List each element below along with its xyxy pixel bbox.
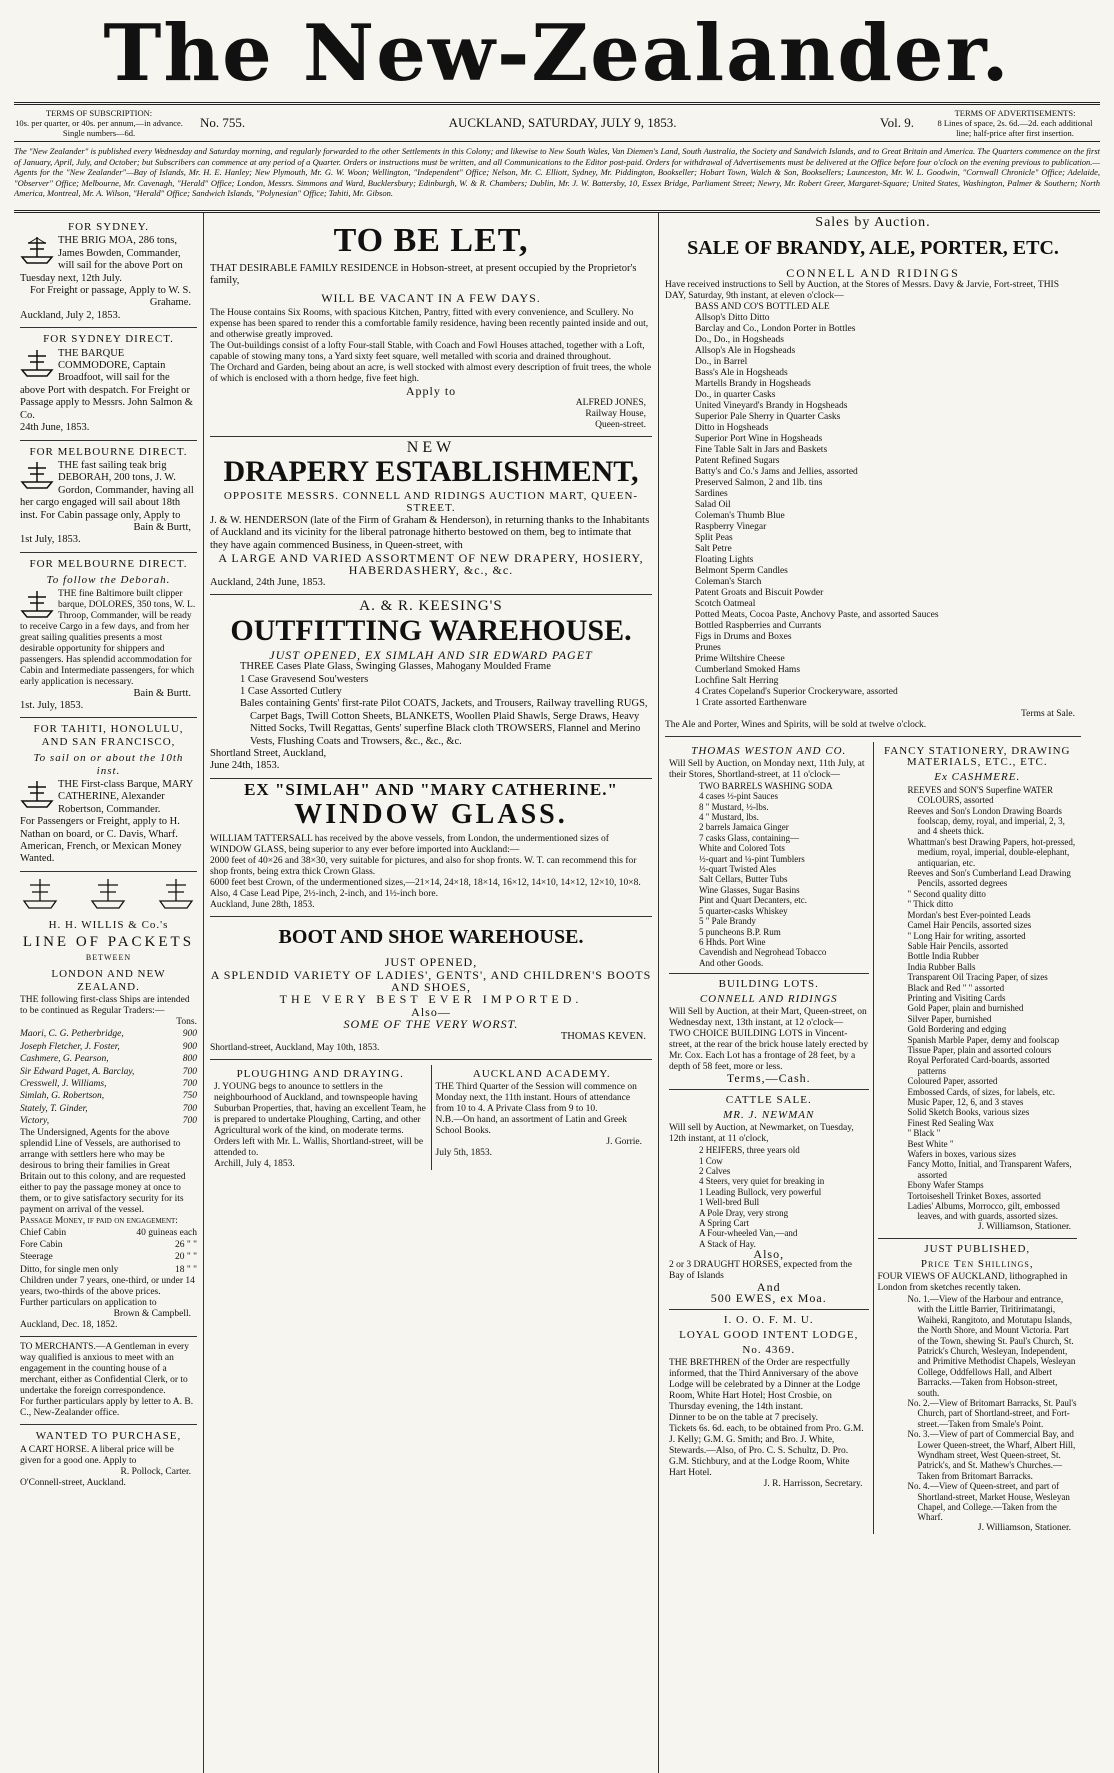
place-date: AUCKLAND, SATURDAY, JULY 9, 1853. (448, 115, 677, 130)
ad-sydney-direct-date: 24th June, 1853. (20, 422, 90, 434)
ship-row (20, 1066, 197, 1078)
cs-head: CATTLE SALE. (725, 1094, 812, 1107)
tw-item: 5 puncheons B.P. Rum (699, 926, 781, 937)
to-let-p3: The Orchard and Garden, being about an acre, is well stocked with almost every description of fruit trees, the whole of which is enclosed with a thorn hedge, five feet high. (210, 363, 652, 385)
fs-items (878, 785, 1078, 1222)
cs-item: A Spring Cart (699, 1217, 750, 1228)
wanted-body: A CART HORSE. A liberal price will be given for a good one. Apply to (20, 1444, 174, 1466)
column-right (659, 213, 1087, 1773)
fs-item: Music Paper, 12, 6, and 3 staves (907, 1097, 1024, 1107)
packets-body: The Undersigned, Agents for the above splendid Line of Vessels, are authorised to arrange with settlers here who may be desirous to bring their families in Great Britain out to this colony, and are requested either to pay the passage money at once to them, or to give satisfactory security for its payment on arrival of the vessel. (20, 1127, 186, 1215)
boot-worst: SOME OF THE VERY WORST. (343, 1017, 519, 1032)
oo-sign: J. R. Harrisson, Secretary. (763, 1479, 863, 1490)
fs-item: Sable Hair Pencils, assorted (907, 940, 1008, 951)
ad-sydney-direct-head: FOR SYDNEY DIRECT. (43, 333, 174, 346)
ship-row-label: Joseph Fletcher, J. Foster, (20, 1041, 120, 1052)
ship-row-label: Stately, T. Ginder, (20, 1103, 88, 1114)
academy-nb: N.B.—On hand, an assortment of Latin and Greek School Books. (435, 1115, 628, 1136)
ploughing-ad (210, 1065, 431, 1170)
cr-item: Floating Lights (695, 554, 754, 565)
ad-melbourne-date: 1st July, 1853. (20, 534, 81, 546)
cr-item: Belmont Sperm Candles (695, 565, 788, 576)
fs-head: FANCY STATIONERY, DRAWING MATERIALS, ETC., ETC. (883, 744, 1071, 768)
fs-item: Embossed Cards, of sizes, for labels, etc. (907, 1086, 1055, 1097)
fs-item: Ebony Wafer Stamps (907, 1180, 984, 1191)
cr-item: Barclay and Co., London Porter in Bottles (695, 323, 856, 334)
cr-item: Figs in Drums and Boxes (695, 631, 792, 642)
packets-ship-table (20, 1028, 197, 1127)
tw-item: 2 barrels Jamaica Ginger (699, 822, 789, 833)
ad-tahiti-apply: For Passengers or Freight, apply to H. Nathan on board, or C. Davis, Wharf. (20, 816, 180, 840)
issue-number: No. 755. (200, 115, 246, 130)
keesing-sub: JUST OPENED, EX SIMLAH AND SIR EDWARD PAGET (269, 647, 593, 662)
money-row-value: 18 " " (174, 1264, 197, 1275)
terms-adv-title: TERMS OF ADVERTISEMENTS: (954, 108, 1076, 118)
ship-row-value: 900 (182, 1041, 197, 1052)
fs-item: " Black " (907, 1128, 941, 1139)
oo-no: No. 4369. (742, 1344, 796, 1357)
fs-item: Reeves and Son's London Drawing Boards foolscap, demy, royal, and imperial, 2, 3, and 4 sheets thick. (907, 805, 1065, 837)
window-head: WINDOW GLASS. (294, 799, 568, 831)
academy-head: AUCKLAND ACADEMY. (472, 1068, 611, 1080)
packets-further: Further particulars on application to (20, 1298, 157, 1309)
to-let-head: TO BE LET, (333, 222, 529, 259)
fs-item: Tissue Paper, plain and assorted colours (907, 1044, 1052, 1055)
tw-item: 5 quarter-casks Whiskey (699, 905, 788, 916)
ad-tahiti-note: American, French, or Mexican Money Wanted. (20, 841, 182, 865)
window-date: Auckland, June 28th, 1853. (210, 900, 315, 911)
ship-row (20, 1028, 197, 1040)
fs-item: Bottle India Rubber (907, 951, 979, 962)
ad-tahiti-body: THE First-class Barque, MARY CATHERINE, Alexander Robertson, Commander. (58, 779, 193, 815)
money-row-value: 26 " " (174, 1239, 197, 1250)
cs-item: A Stack of Hay. (699, 1238, 756, 1249)
cr-item: Patent Groats and Biscuit Powder (695, 587, 824, 598)
window-p1: 2000 feet of 40×26 and 38×30, very suitable for pictures, and also for shop fronts. W. T. can recommend this for shop fronts, being extra thick Crown Glass. (210, 856, 637, 878)
cs-also: Also, (753, 1247, 785, 1262)
cr-item: Patent Refined Sugars (695, 455, 780, 466)
fs-item: India Rubber Balls (907, 961, 976, 972)
money-row-label: Ditto, for single men only (20, 1264, 119, 1275)
ship-row-value: 750 (182, 1091, 197, 1102)
dateline (14, 105, 1100, 141)
fs-item: Whattman's best Drawing Papers, hot-pressed, medium, royal, imperial, double-elephant, antiquarian, etc. (907, 836, 1076, 868)
window-body: WILLIAM TATTERSALL has received by the above vessels, from London, the undermentioned sizes of WINDOW GLASS, being superior to any ever before imported into Auckland:— (210, 834, 609, 856)
fs-item: Spanish Marble Paper, demy and foolscap (907, 1034, 1060, 1045)
jp-item: No. 2.—View of Britomart Barracks, St. Paul's Church, part of Shortland-street, and Fort-street.—Taken from Smale's Point. (907, 1397, 1077, 1429)
cr-terms: Terms at Sale. (1021, 708, 1075, 719)
ploughing-body: J. YOUNG begs to anounce to settlers in the neighbourhood of Auckland, and townspeople having Suburban Properties, that, having an excellent Team, he is prepared to undertake Ploughing, Carting, and other Agricultural work of the kind, on moderate terms. Orders left with Mr. L. Wallis, Shortland-street, will be attended to. (214, 1082, 426, 1158)
oo-dinner: Dinner to be on the table at 7 precisely. (669, 1413, 818, 1424)
money-row-label: Steerage (20, 1252, 53, 1263)
ship-icon (20, 779, 54, 809)
to-let-apply: Apply to (405, 384, 457, 399)
ship-row (20, 1078, 197, 1090)
ship-row-value: 800 (182, 1054, 197, 1065)
to-let-sign3: Queen-street. (595, 419, 646, 430)
ad-sydney-date: Auckland, July 2, 1853. (20, 309, 121, 321)
oo-body: THE BRETHREN of the Order are respectfully informed, that the Third Anniversary of the above Lodge will be celebrated by a Dinner at the Lodge Room, White Hart Hotel; Host Crosbie, on Thursday evening, the 14th instant. (669, 1358, 861, 1413)
brandy-head: SALE OF BRANDY, ALE, PORTER, ETC. (687, 237, 1059, 260)
ad-sydney-head: FOR SYDNEY. (67, 221, 150, 233)
fs-ex: Ex CASHMERE. (934, 770, 1021, 783)
fs-item: " Second quality ditto (907, 888, 986, 899)
terms-sub-text: 10s. per quarter, or 40s. per annum,—in advance. Single numbers—6d. (15, 118, 183, 138)
money-row-label: Chief Cabin (20, 1227, 67, 1238)
cr-note: The Ale and Porter, Wines and Spirits, will be sold at twelve o'clock. (665, 719, 927, 730)
oo-tickets: Tickets 6s. 6d. each, to be obtained from Pro. G.M. J. Kelly; G.M. G. Smith; and Bro. J. White, Stewards.—Also, of Pro. C. S. Schultz, D. Pro. G.M. Stichbury, and at the Lodge Room, White Hart Hotel. (669, 1424, 864, 1479)
to-let-vacant: WILL BE VACANT IN A FEW DAYS. (321, 290, 541, 305)
fs-item: Coloured Paper, assorted (907, 1076, 998, 1087)
fs-item: Tortoiseshell Trinket Boxes, assorted (907, 1190, 1041, 1201)
packets-head3: LONDON AND NEW ZEALAND. (51, 968, 166, 993)
ship-row-label: Simlah, G. Robertson, (20, 1091, 105, 1102)
stationery-subcolumn (873, 742, 1082, 1534)
cr-item: BASS AND CO'S BOTTLED ALE (695, 301, 830, 312)
wanted-addr: O'Connell-street, Auckland. (20, 1477, 126, 1488)
ship-row-label: Maori, C. G. Petherbridge, (20, 1029, 124, 1040)
tw-item: 4 cases ½-pint Sauces (699, 791, 778, 802)
ship-row-label: Cresswell, J. Williams, (20, 1078, 107, 1089)
bl-cr: CONNELL AND RIDINGS (699, 993, 838, 1006)
cr-head: CONNELL AND RIDINGS (786, 266, 960, 281)
cs-item: 4 Steers, very quiet for breaking in (699, 1176, 825, 1187)
keesing-big: OUTFITTING WAREHOUSE. (230, 613, 632, 647)
bl-terms: Terms,—Cash. (726, 1071, 811, 1086)
cs-name: MR. J. NEWMAN (723, 1109, 815, 1122)
boot-body: A SPLENDID VARIETY OF LADIES', GENTS', AND CHILDREN'S BOOTS AND SHOES, (210, 967, 652, 994)
cr-body: Have received instructions to Sell by Auction, at the Stores of Messrs. Davy & Jarvie, Fort-street, THIS DAY, Saturday, 9th instant, at eleven o'clock— (665, 279, 1059, 301)
fs-item: Silver Paper, burnished (907, 1013, 992, 1024)
ploughing-head: PLOUGHING AND DRAYING. (236, 1068, 404, 1080)
to-let-p2: The Out-buildings consist of a lofty Four-stall Stable, with Coach and Fowl Houses attached, together with a Loft, capable of stowing many tons, a Yard sixty feet square, well metalled with scoria and drained throughout. (210, 341, 645, 363)
fs-item: " Thick ditto (907, 899, 954, 910)
ship-row-label: Victory, (20, 1116, 50, 1127)
tw-item: Pint and Quart Decanters, etc. (699, 895, 807, 906)
ship-row (20, 1053, 197, 1065)
fs-item: Mordan's best Ever-pointed Leads (907, 909, 1031, 920)
tw-item: 7 casks Glass, containing— (699, 832, 799, 843)
keesing-item: 1 Case Gravesend Sou'westers (240, 673, 369, 685)
cs-item: 2 HEIFERS, three years old (699, 1145, 800, 1156)
cs-item: 1 Leading Bullock, very powerful (699, 1186, 822, 1197)
ship-row (20, 1090, 197, 1102)
cr-item: Prunes (695, 642, 721, 653)
packets-date: Auckland, Dec. 18, 1852. (20, 1320, 118, 1331)
cr-item: Split Peas (695, 532, 733, 543)
ad-sydney-direct-body: THE BARQUE COMMODORE, Captain Broadfoot, will sail for the above Port with despatch. For Freight or Passage apply to Messrs. John Salmon & Co. (20, 347, 193, 421)
cr-item: Scotch Oatmeal (695, 598, 756, 609)
bl-body2: TWO CHOICE BUILDING LOTS in Vincent-street, at the rear of the brick house lately erected by Mr. Cox. Each Lot has a frontage of 28 feet, by a depth of 58 feet, more or less. (669, 1029, 869, 1073)
tw-item: 4 " Mustard, lbs. (699, 812, 759, 823)
jp-items (878, 1294, 1078, 1523)
cr-item: Superior Pale Sherry in Quarter Casks (695, 411, 841, 422)
keesing-item: 1 Case Assorted Cutlery (240, 685, 342, 697)
ad-tahiti-head: FOR TAHITI, HONOLULU, AND SAN FRANCISCO, (33, 723, 184, 748)
money-row (20, 1251, 197, 1263)
money-row-value: 40 guineas each (136, 1227, 197, 1238)
cs-item: 2 Calves (699, 1165, 731, 1176)
ad-melbourne-head: FOR MELBOURNE DIRECT. (29, 445, 188, 458)
terms-advertisements (930, 108, 1100, 138)
cs-ewes: 500 EWES, ex Moa. (710, 1291, 827, 1306)
merchants-body2: For further particulars apply by letter to A. B. C., New-Zealander office. (20, 1397, 194, 1419)
auction-subcolumn (665, 742, 873, 1534)
boot-date: Shortland-street, Auckland, May 10th, 1853. (210, 1043, 380, 1053)
cr-item: Potted Meats, Cocoa Paste, Anchovy Paste, and assorted Sauces (695, 609, 939, 620)
ad-melbourne-sign: Bain & Burtt, (133, 521, 191, 533)
publication-notice: The "New Zealander" is published every Wednesday and Saturday morning, and regularly forwarded to the other Settlements in this Colony; and likewise to New South Wales, Van Diemen's Land, South Australia, the Society and Sandwich Islands, and to Great Britain and America. The Quarters commence on the first of January, April, July, and October; but Subscribers can commence at any period of a Quarter. Orders or instructions must be written, and all Communications to the Editor post-paid. Orders for withdrawal of Advertisements must be delivered at the Office before four o'clock on the evening previous to publication.—Agents for the "New Zealander"—Bay of Islands, Mr. H. E. Hanley; New Plymouth, Mr. G. W. Woon; Wellington, "Independent" Office; Nelson, Mr. C. Elliott, Sydney, Mr. Piddington, Bookseller; Hobart Town, Walch & Son, Booksellers; Launceston, Mr. W. L. Goodwin, "Cornwall Chronicle" Office; Adelaide, "Observer" Office; Melbourne, Mr. Cavenagh, "Herald" Office; London, Messrs. Simmons and Ward, Bucklersbury; Edinburgh, W. & R. Chambers; Dublin, Mr. J. W. Battersby, 10, Essex Bridge, Parliament Street; Newry, Mr. Robert Greer, Margaret-Square; United States, Washington, Palmer & Southern; North America, Montreal, Mr. A. Wilson, "Herald" Office; Sandwich Islands, "Polynesian" Office; Tahiti, Mr. Gibson. (14, 146, 1100, 198)
drapery-assort: A LARGE AND VARIED ASSORTMENT OF NEW DRAPERY, HOSIERY, HABERDASHERY, &c., &c. (218, 551, 644, 578)
cr-item: Coleman's Starch (695, 576, 762, 587)
money-row-label: Fore Cabin (20, 1239, 63, 1250)
terms-sub-title: TERMS OF SUBSCRIPTION: (45, 108, 153, 118)
boot-head: BOOT AND SHOE WAREHOUSE. (278, 926, 584, 949)
ad-tahiti-sub: To sail on or about the 10th inst. (33, 752, 184, 777)
ship-row-value: 900 (182, 1029, 197, 1040)
fs-item: Ladies' Albums, Morrocco, gilt, embossed leaves, and with guards, assorted sizes. (907, 1201, 1060, 1222)
wanted-sign: R. Pollock, Carter. (120, 1466, 191, 1477)
keesing-item: THREE Cases Plate Glass, Swinging Glasses, Mahogany Moulded Frame (240, 661, 551, 673)
cr-item: Bottled Raspberries and Currants (695, 620, 822, 631)
tw-body: Will Sell by Auction, on Monday next, 11th July, at their Stores, Shortland-street, at 11 o'clock— (669, 758, 865, 780)
tw-head: THOMAS WESTON AND CO. (691, 744, 847, 757)
cr-item: Bass's Ale in Hogsheads (695, 367, 788, 378)
column-left (14, 213, 204, 1773)
cr-item: Salad Oil (695, 499, 731, 510)
academy-body: THE Third Quarter of the Session will commence on Monday next, the 11th instant. Hours of attendance from 10 to 4. A Private Class from 9 to 10. (435, 1082, 637, 1114)
packets-tons-label: Tons. (176, 1017, 197, 1028)
ad-melbourne2-date: 1st. July, 1853. (20, 699, 84, 711)
cr-item: Coleman's Thumb Blue (695, 510, 785, 521)
packets-children: Children under 7 years, one-third, or under 14 years, two-thirds of the above prices. (20, 1276, 195, 1298)
ship-row-label: Cashmere, G. Pearson, (20, 1054, 109, 1065)
packets-head2: LINE OF PACKETS (22, 933, 195, 950)
keesing-items (210, 661, 652, 748)
bl-body: Will Sell by Auction, at their Mart, Queen-street, on Wednesday next, 13th instant, at 12 o'clock— (669, 1007, 867, 1029)
tw-item: ½-quart and ¼-pint Tumblers (699, 853, 805, 864)
cr-item: Lochfine Salt Herring (695, 675, 779, 686)
tw-item: 8 " Mustard, ½-lbs. (699, 801, 769, 812)
ad-melbourne-body: THE fast sailing teak brig DEBORAH, 200 tons, J. W. Gordon, Commander, having all her cargo engaged will sail about 18th inst. For Cabin passage only, Apply to (20, 459, 194, 521)
tw-item: 5 " Pale Brandy (699, 916, 756, 927)
cr-item: Martells Brandy in Hogsheads (695, 378, 811, 389)
sales-head: Sales by Auction. (815, 215, 931, 230)
jp-price: Price Ten Shillings, (920, 1257, 1034, 1270)
ad-melbourne2-head: FOR MELBOURNE DIRECT. (29, 557, 188, 570)
jp-head: JUST PUBLISHED, (924, 1242, 1031, 1255)
fs-item: Gold Bordering and edging (907, 1024, 1007, 1035)
cr-item: Do., in Barrel (695, 356, 748, 367)
ship-row (20, 1115, 197, 1127)
ship-row (20, 1041, 197, 1053)
cs-horses: 2 or 3 DRAUGHT HORSES, expected from the Bay of Islands (669, 1260, 852, 1282)
jp-item: No. 4.—View of Queen-street, and part of Shortland-street, Market House, Wesleyan Chapel, and College.—Taken from the Wharf. (907, 1481, 1070, 1523)
ship-icon (20, 348, 54, 378)
cs-items (669, 1145, 869, 1249)
cr-item: Salt Petre (695, 543, 732, 554)
terms-subscription (14, 108, 184, 138)
window-ex: EX "SIMLAH" AND "MARY CATHERINE." (244, 779, 618, 799)
fs-item: Fancy Motto, Initial, and Transparent Wafers, assorted (907, 1159, 1072, 1180)
bl-head: BUILDING LOTS. (718, 978, 819, 991)
ad-melbourne2-sub: To follow the Deborah. (46, 574, 171, 587)
tw-item: TWO BARRELS WASHING SODA (699, 780, 833, 791)
packets-money-head: Passage Money, if paid on engagement: (20, 1215, 178, 1226)
packets-sign: Brown & Campbell. (113, 1309, 191, 1320)
ship-row (20, 1103, 197, 1115)
fs-item: Royal Perforated Card-boards, assorted patterns (907, 1055, 1050, 1076)
wanted-head: WANTED TO PURCHASE, (35, 1430, 182, 1443)
ship-row-value: 700 (182, 1103, 197, 1114)
ad-sydney-apply: For Freight or passage, Apply to W. S. Grahame. (29, 285, 191, 309)
masthead: The New-Zealander. (103, 8, 1011, 99)
cr-item: Prime Wiltshire Cheese (695, 653, 785, 664)
jp-item: No. 3.—View of part of Commercial Bay, and Lower Queen-street, the Wharf, Albert Hill, Wyndham street, West Queen-street, St. Patrick's, and St. Mathew's Churches.—Taken from Britomart Barracks. (907, 1429, 1076, 1481)
money-row (20, 1264, 197, 1276)
fs-item: Finest Red Sealing Wax (907, 1117, 994, 1128)
tw-item: And other Goods. (699, 957, 764, 968)
academy-date: July 5th, 1853. (435, 1148, 492, 1158)
ship-row-value: 700 (182, 1116, 197, 1127)
merchants-body: TO MERCHANTS.—A Gentleman in every way qualified is anxious to meet with an engagement in the counting house of a merchant, either as Confidential Clerk, or to undertake the foreign correspondence. (20, 1342, 189, 1397)
fs-sign: J. Williamson, Stationer. (977, 1221, 1071, 1232)
money-row-value: 20 " " (174, 1252, 197, 1263)
drapery-date: Auckland, 24th June, 1853. (210, 576, 326, 588)
academy-sign: J. Gorrie. (606, 1137, 642, 1147)
cs-item: 1 Well-bred Bull (699, 1197, 760, 1208)
ships-illustration (20, 877, 196, 911)
drapery-head: DRAPERY ESTABLISHMENT, (223, 455, 639, 489)
cr-item: Allsop's Ditto Ditto (695, 312, 770, 323)
ship-row-value: 700 (182, 1066, 197, 1077)
fs-item: " Long Hair for writing, assorted (907, 930, 1026, 941)
fs-item: Transparent Oil Tracing Paper, of sizes (907, 972, 1048, 983)
tw-item: Salt Cellars, Butter Tubs (699, 874, 788, 885)
window-p2: 6000 feet best Crown, of the undermentioned sizes,—21×14, 24×18, 18×14, 16×12, 14×10, 14×12, 12×10, 10×8. (210, 878, 641, 889)
ad-melbourne2-sign: Bain & Burtt. (133, 687, 191, 699)
tw-item: Cavendish and Negrohead Tobacco (699, 947, 827, 958)
cr-item: Allsop's Ale in Hogsheads (695, 345, 796, 356)
cs-and: And (756, 1280, 781, 1295)
oo-head: I. O. O. F. M. U. (723, 1314, 814, 1327)
cs-item: A Pole Dray, very strong (699, 1207, 789, 1218)
fs-item: REEVES and SON'S Superfine WATER COLOURS, assorted (907, 784, 1053, 806)
fs-item: Best White " (907, 1138, 954, 1149)
cr-item: Fine Table Salt in Jars and Baskets (695, 444, 828, 455)
window-p3: Also, 4 Case Lead Pipe, 2½-inch, 2-inch, and 1½-inch bore. (210, 889, 438, 900)
terms-adv-text: 8 Lines of space, 2s. 6d.—2d. each additional line; half-price after first insertion. (937, 118, 1093, 138)
cr-item: Superior Port Wine in Hogsheads (695, 433, 823, 444)
ship-icon (20, 235, 54, 265)
fs-item: Printing and Visiting Cards (907, 992, 1006, 1003)
tw-items (669, 781, 869, 968)
academy-ad (431, 1065, 653, 1170)
cr-items (665, 302, 1081, 709)
jp-sign: J. Williamson, Stationer. (977, 1522, 1071, 1533)
tw-item: White and Colored Tots (699, 843, 785, 854)
cr-item: 4 Crates Copeland's Superior Crockeryware, assorted (695, 686, 898, 697)
fs-item: Reeves and Son's Cumberland Lead Drawing Pencils, assorted degrees (907, 868, 1071, 889)
cs-item: 1 Cow (699, 1155, 723, 1166)
tw-item: ½-quart Twisted Ales (699, 864, 776, 875)
boot-sign: THOMAS KEVEN. (560, 1030, 646, 1042)
keesing-addr: Shortland Street, Auckland, (210, 747, 327, 759)
jp-item: No. 1.—View of the Harbour and entrance, with the Little Barrier, Tiritirimatangi, Waiheki, Rangitoto, and Motutapu Islands, the North Shore, and Mount Victoria. Part of the Town, shewing St. Paul's Church, St. Patrick's Church, Wesleyan, Independent, and Primitive Methodist Chapels, Wesleyan College, Oddfellows Hall, and Albert Barracks.—Taken from Hobson-street, south. (907, 1293, 1076, 1398)
packets-head1: H. H. WILLIS & Co.'s (48, 919, 169, 932)
packets-money-table (20, 1227, 197, 1277)
jp-title: FOUR VIEWS OF AUCKLAND, lithographed in London from sketches recently taken. (877, 1271, 1068, 1293)
ship-row-label: Sir Edward Paget, A. Barclay, (20, 1066, 135, 1077)
to-let-body: THAT DESIRABLE FAMILY RESIDENCE in Hobson-street, at present occupied by the Proprietor's family, (210, 263, 637, 287)
cs-body: Will sell by Auction, at Newmarket, on Tuesday, 12th instant, at 11 o'clock, (669, 1123, 854, 1145)
drapery-new: NEW (406, 438, 456, 456)
column-middle (204, 213, 659, 1773)
ad-sydney-body: THE BRIG MOA, 286 tons, James Bowden, Commander, will sail for the above Port on Tuesday next, 12th July. (20, 235, 183, 284)
packets-between: BETWEEN (85, 953, 132, 963)
packets-intro: THE following first-class Ships are intended to be continued as Regular Traders:— (20, 995, 190, 1017)
volume: Vol. 9. (879, 115, 914, 130)
boot-also: Also— (411, 1004, 451, 1019)
cr-item: United Vineyard's Brandy in Hogsheads (695, 400, 848, 411)
tw-item: 6 Hhds. Port Wine (699, 936, 766, 947)
ship-icon (20, 460, 54, 490)
cr-item: Ditto in Hogsheads (695, 422, 769, 433)
to-let-sign1: ALFRED JONES, (575, 397, 646, 408)
cr-item: 1 Crate assorted Earthenware (695, 697, 807, 708)
drapery-opp: OPPOSITE MESSRS. CONNELL AND RIDINGS AUCTION MART, QUEEN-STREET. (223, 490, 639, 515)
to-let-p1: The House contains Six Rooms, with spacious Kitchen, Pantry, fitted with every convenience, and Scullery. No expense has been spared to render this a comfortable family residence, having been recently painted inside and out, and otherwise greatly improved. (210, 308, 649, 341)
fs-item: Gold Paper, plain and burnished (907, 1003, 1024, 1014)
keesing-date: June 24th, 1853. (210, 760, 280, 772)
fs-item: Solid Sketch Books, various sizes (907, 1107, 1030, 1118)
cr-item: Sardines (695, 488, 728, 499)
boot-best: THE VERY BEST EVER IMPORTED. (279, 992, 583, 1007)
cr-item: Do., in quarter Casks (695, 389, 776, 400)
money-row (20, 1227, 197, 1239)
fs-item: Black and Red " " assorted (907, 982, 1005, 993)
keesing-item: Bales containing Gents' first-rate Pilot COATS, Jackets, and Trousers, Railway travelling RUGS, Carpet Bags, Twill Cotton Sheets, BLANKETS, Woollen Plaid Shawls, Serge Draws, Heavy Nitted Socks, Twill Regattas, Gents' superfine Black cloth TROWSERS, Flannel and Merino Vests, Flushing Coats and Trowsers, &c., &c., &c. (240, 698, 648, 747)
cr-item: Preserved Salmon, 2 and 1lb. tins (695, 477, 823, 488)
boot-just: JUST OPENED, (384, 955, 478, 970)
cr-item: Raspberry Vinegar (695, 521, 767, 532)
cr-item: Do., Do., in Hogsheads (695, 334, 784, 345)
tw-item: Wine Glasses, Sugar Basins (699, 884, 800, 895)
oo-lodge: LOYAL GOOD INTENT LODGE, (679, 1329, 859, 1342)
ploughing-date: Archill, July 4, 1853. (214, 1159, 295, 1169)
ad-melbourne2-body: THE fine Baltimore built clipper barque, DOLORES, 350 tons, W. L. Throop, Commander, will be ready to receive Cargo in a few days, and from her great sailing qualities presents a most desirable opportunity for shippers and passengers. Has splendid accommodation for Cabin and Intermediate passengers, for which early application is necessary. (20, 588, 196, 687)
drapery-body: J. & W. HENDERSON (late of the Firm of Graham & Henderson), in returning thanks to the Inhabitants of Auckland and its vicinity for the liberal patronage hitherto bestowed on them, beg to intimate that they have again commenced Business, in Queen-street, with (210, 514, 650, 551)
cs-item: A Four-wheeled Van,—and (699, 1228, 798, 1239)
fs-item: Camel Hair Pencils, assorted sizes (907, 920, 1032, 931)
cr-item: Batty's and Co.'s Jams and Jellies, assorted (695, 466, 858, 477)
cr-item: Cumberland Smoked Hams (695, 664, 801, 675)
ship-icon (20, 589, 54, 619)
to-let-sign2: Railway House, (585, 408, 646, 419)
ship-row-value: 700 (182, 1078, 197, 1089)
money-row (20, 1239, 197, 1251)
fs-item: Wafers in boxes, various sizes (907, 1149, 1016, 1160)
keesing-head: A. & R. KEESING'S (359, 598, 503, 615)
